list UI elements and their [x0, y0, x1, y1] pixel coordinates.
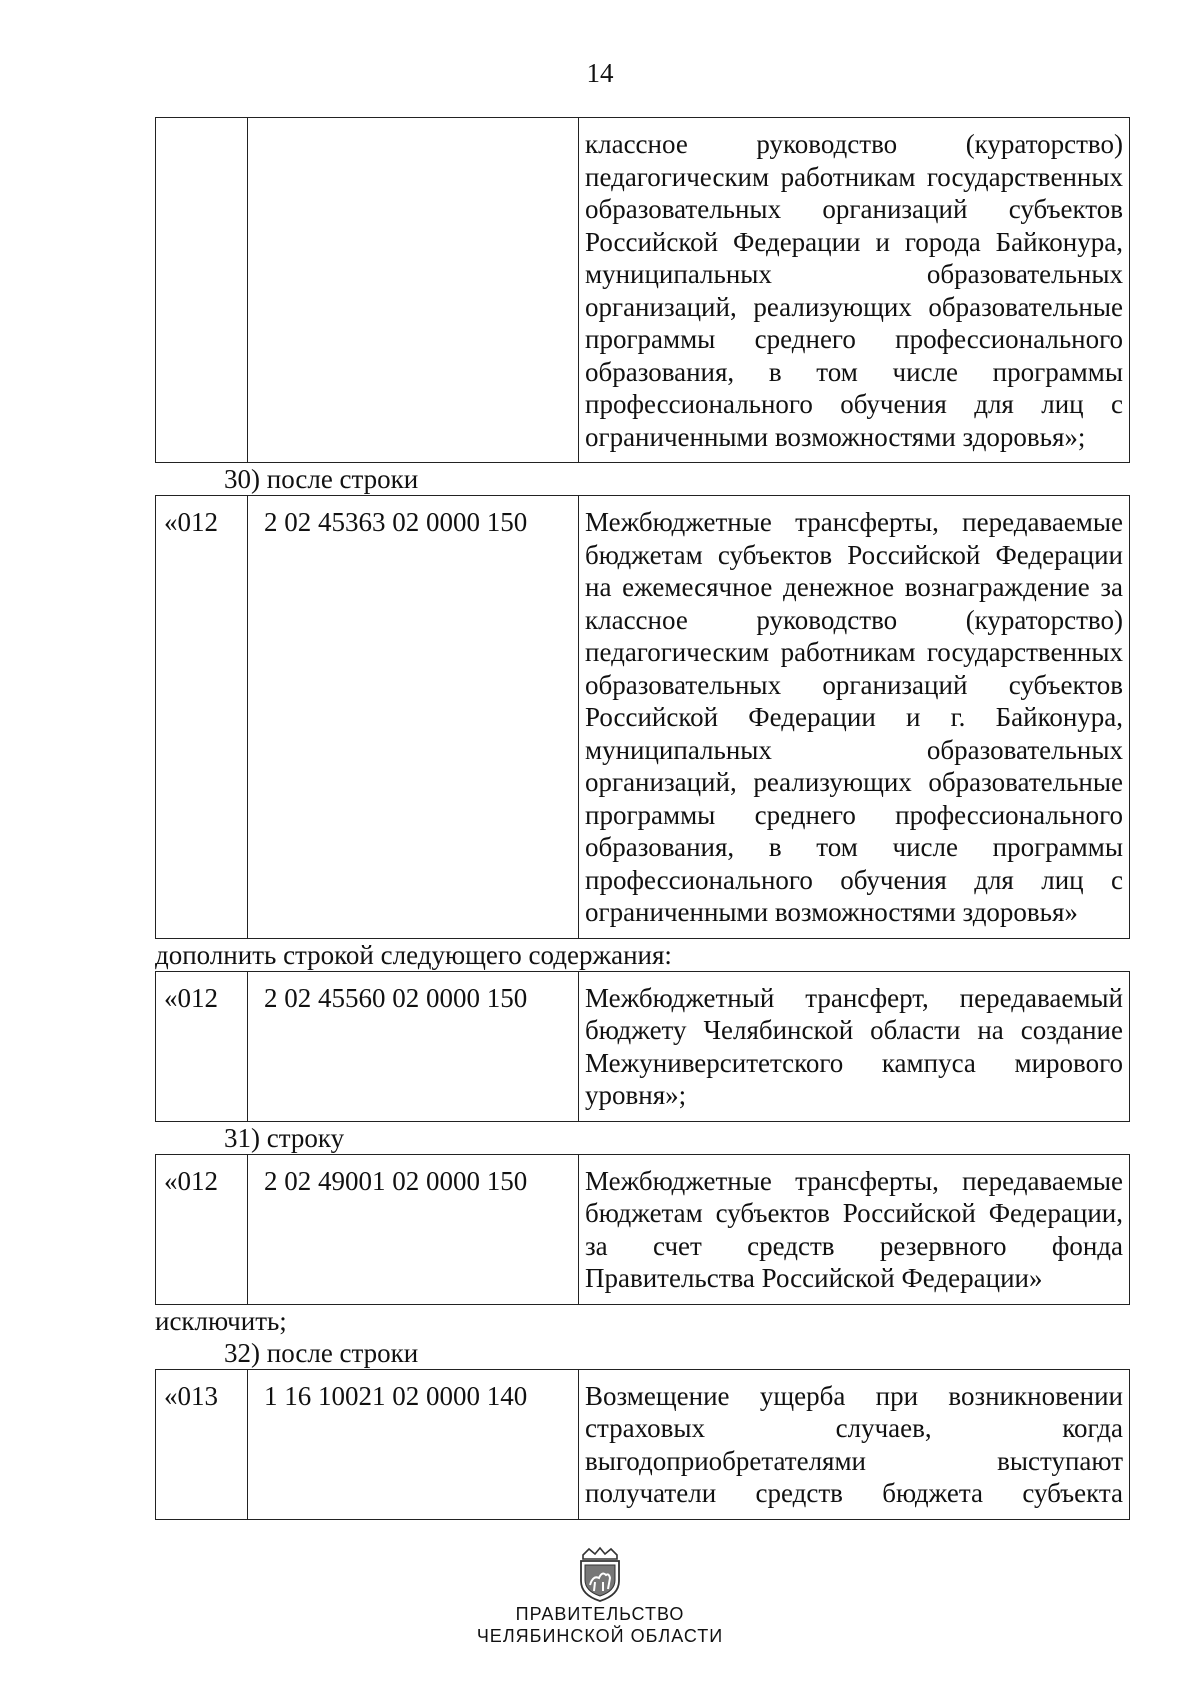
instruction-text: 30) после строки [224, 464, 419, 494]
description-line: выгодоприобретателями выступают [585, 1445, 1123, 1476]
description-line: образования, в том числе программы [585, 832, 1123, 862]
description-line: ограниченными возможностями здоровья»; [585, 421, 1086, 452]
budget-codes-table [155, 1369, 1130, 1520]
revenue-description-cell [579, 971, 1130, 1121]
budget-codes-table [155, 1154, 1130, 1305]
description-line: педагогическим работникам государственных [585, 637, 1123, 667]
revenue-description-cell [579, 496, 1130, 939]
revenue-code-cell: 2 02 49001 02 0000 150 [248, 1154, 579, 1304]
administrator-code-cell: «013 [156, 1369, 248, 1519]
description-line: Межбюджетный трансферт, передаваемый [585, 982, 1123, 1013]
table-row [156, 118, 1130, 463]
description-line: образовательных организаций субъектов [585, 669, 1123, 700]
government-name-line2: ЧЕЛЯБИНСКОЙ ОБЛАСТИ [476, 1626, 724, 1646]
description-line: классное руководство (кураторство) [585, 604, 1123, 635]
description-line: страховых случаев, когда [585, 1413, 1123, 1443]
revenue-code-cell: 2 02 45363 02 0000 150 [248, 496, 579, 939]
description-line: Межуниверситетского кампуса мирового [585, 1047, 1123, 1078]
description-line: организаций, реализующих образовательные [585, 291, 1123, 322]
description-line: организаций, реализующих образовательные [585, 767, 1123, 797]
description-line: получатели средств бюджета субъекта [585, 1478, 1123, 1508]
description-line: Российской Федерации и г. Байконура, [585, 702, 1123, 732]
description-line: образования, в том числе программы [585, 356, 1123, 387]
description-line: бюджетам субъектов Российской Федерации, [585, 1198, 1123, 1228]
description-line: Межбюджетные трансферты, передаваемые [585, 507, 1123, 537]
description-line: программы среднего профессионального [585, 799, 1123, 830]
description-line: профессионального обучения для лиц с [585, 389, 1123, 419]
budget-codes-table [155, 971, 1130, 1122]
table-row [156, 1154, 1130, 1304]
description-line: бюджету Челябинской области на создание [585, 1015, 1123, 1045]
description-line: за счет средств резервного фонда [585, 1230, 1123, 1261]
instruction-text: дополнить строкой следующего содержания: [155, 939, 672, 970]
footer [0, 1545, 1200, 1647]
description-line: Российской Федерации и города Байконура, [585, 226, 1123, 257]
description-line: муниципальных образовательных [585, 734, 1123, 765]
description-line: классное руководство (кураторство) [585, 129, 1123, 159]
budget-codes-table [155, 495, 1130, 939]
description-line: Межбюджетные трансферты, передаваемые [585, 1165, 1123, 1196]
description-line: педагогическим работникам государственных [585, 161, 1123, 192]
table-row [156, 971, 1130, 1121]
budget-codes-table [155, 117, 1130, 463]
chelyabinsk-coat-of-arms-icon [575, 1545, 625, 1603]
page-number: 14 [586, 58, 614, 88]
revenue-code-cell [248, 118, 579, 463]
description-line: Возмещение ущерба при возникновении [585, 1380, 1123, 1411]
description-line: программы среднего профессионального [585, 324, 1123, 354]
description-line: муниципальных образовательных [585, 259, 1123, 289]
revenue-code-cell: 1 16 10021 02 0000 140 [248, 1369, 579, 1519]
instruction-text: 31) строку [224, 1122, 345, 1153]
document-body [155, 117, 1130, 1520]
government-name-line1: ПРАВИТЕЛЬСТВО [515, 1604, 685, 1624]
administrator-code-cell: «012 [156, 1154, 248, 1304]
description-line: ограниченными возможностями здоровья» [585, 897, 1078, 927]
description-line: профессионального обучения для лиц с [585, 864, 1123, 895]
revenue-code-cell: 2 02 45560 02 0000 150 [248, 971, 579, 1121]
instruction-text: 32) после строки [224, 1337, 419, 1368]
revenue-description-cell [579, 1154, 1130, 1304]
administrator-code-cell [156, 118, 248, 463]
administrator-code-cell: «012 [156, 971, 248, 1121]
description-line: на ежемесячное денежное вознаграждение за [585, 572, 1123, 602]
description-line: Правительства Российской Федерации» [585, 1263, 1043, 1293]
instruction-text: исключить; [155, 1305, 287, 1336]
administrator-code-cell: «012 [156, 496, 248, 939]
revenue-description-cell [579, 1369, 1130, 1519]
description-line: бюджетам субъектов Российской Федерации [585, 539, 1123, 570]
description-line: образовательных организаций субъектов [585, 194, 1123, 224]
table-row [156, 1369, 1130, 1519]
revenue-description-cell [579, 118, 1130, 463]
description-line: уровня»; [585, 1080, 687, 1110]
table-row [156, 496, 1130, 939]
